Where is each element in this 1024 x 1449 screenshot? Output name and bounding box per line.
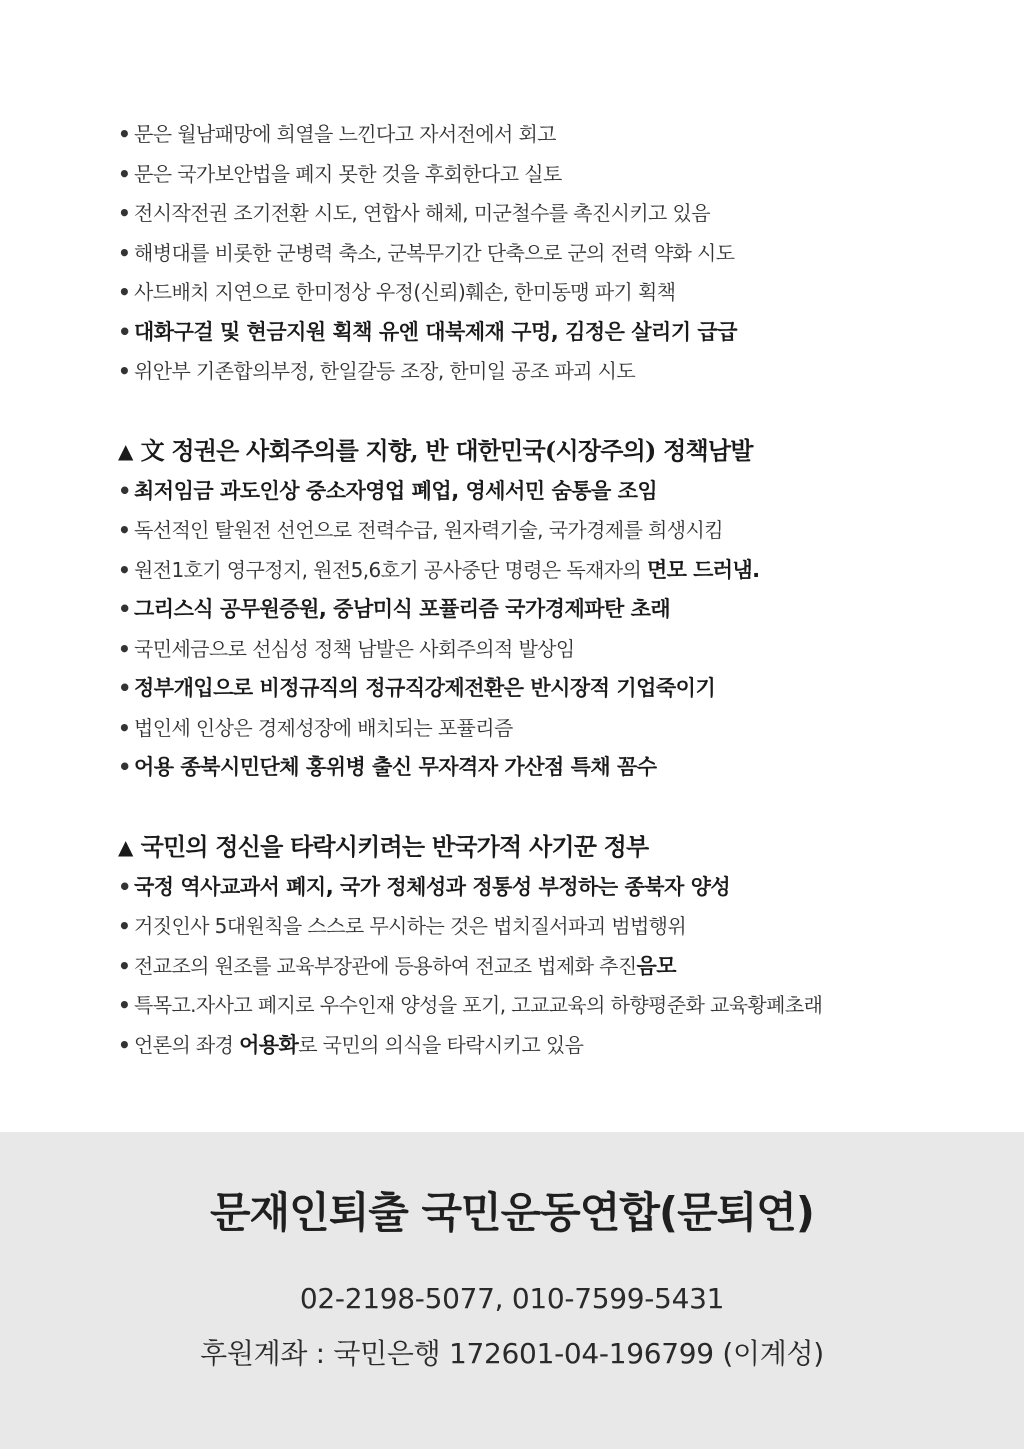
bullet-icon: •: [118, 478, 131, 503]
list-item: • 위안부 기존합의부정, 한일갈등 조장, 한미일 공조 파괴 시도: [118, 352, 998, 392]
bullet-icon: •: [118, 1032, 131, 1057]
section2-list: [118, 472, 998, 788]
bullet-icon: •: [118, 597, 131, 621]
emphasis-text: 음모: [636, 953, 676, 978]
list-item: • 사드배치 지연으로 한미정상 우정(신뢰)훼손, 한미동맹 파기 획책: [118, 273, 998, 313]
bullet-icon: •: [118, 755, 131, 779]
bullet-icon: •: [118, 914, 131, 938]
section2-heading: ▲ 文 정권은 사회주의를 지향, 반 대한민국(시장주의) 정책남발: [118, 435, 753, 465]
bullet-icon: •: [118, 319, 131, 344]
section3-list: [118, 868, 998, 1066]
section3-heading: ▲ 국민의 정신을 타락시키려는 반국가적 사기꾼 정부: [118, 831, 649, 861]
bullet-icon: •: [118, 201, 131, 225]
emphasis-text: 면모 드러냄.: [647, 557, 760, 582]
list-item: • 언론의 좌경 어용화로 국민의 의식을 타락시키고 있음: [118, 1026, 998, 1066]
bullet-icon: •: [118, 518, 131, 542]
document-body: [118, 115, 998, 1065]
bullet-icon: •: [118, 676, 131, 700]
bullet-icon: •: [118, 240, 131, 265]
list-item-emphasis: • 그리스식 공무원증원, 중남미식 포퓰리즘 국가경제파탄 초래: [118, 590, 998, 630]
list-item: • 거짓인사 5대원칙을 스스로 무시하는 것은 법치질서파괴 범법행위: [118, 907, 998, 947]
list-item: • 해병대를 비롯한 군병력 축소, 군복무기간 단축으로 군의 전력 약화 시도: [118, 234, 998, 274]
list-item: • 법인세 인상은 경제성장에 배치되는 포퓰리즘: [118, 709, 998, 749]
list-item: • 국민세금으로 선심성 정책 남발은 사회주의적 발상임: [118, 630, 998, 670]
donation-account: 후원계좌 : 국민은행 172601-04-196799 (이계성): [200, 1337, 824, 1370]
list-item: • 문은 월남패망에 희열을 느낀다고 자서전에서 회고: [118, 115, 998, 155]
list-item-emphasis: • 대화구걸 및 현금지원 획책 유엔 대북제재 구멍, 김정은 살리기 급급: [118, 313, 998, 353]
list-item: • 문은 국가보안법을 폐지 못한 것을 후회한다고 실토: [118, 155, 998, 195]
list-item: • 전시작전권 조기전환 시도, 연합사 해체, 미군철수를 촉진시키고 있음: [118, 194, 998, 234]
bullet-icon: •: [118, 122, 131, 146]
list-item: • 독선적인 탈원전 선언으로 전력수급, 원자력기술, 국가경제를 희생시킴: [118, 511, 998, 551]
bullet-icon: •: [118, 557, 131, 582]
organization-title: 문재인퇴출 국민운동연합(문퇴연): [209, 1188, 815, 1237]
bullet-icon: •: [118, 636, 131, 661]
list-item: • 전교조의 원조를 교육부장관에 등용하여 전교조 법제화 추진음모: [118, 947, 998, 987]
bullet-icon: •: [118, 953, 131, 978]
list-item-emphasis: • 정부개입으로 비정규직의 정규직강제전환은 반시장적 기업죽이기: [118, 669, 998, 709]
bullet-icon: •: [118, 993, 131, 1017]
list-item-emphasis: • 어용 종북시민단체 홍위병 출신 무자격자 가산점 특채 꼼수: [118, 748, 998, 788]
list-item: • 원전1호기 영구정지, 원전5,6호기 공사중단 명령은 독재자의 면모 드러냄.: [118, 551, 998, 591]
emphasis-text: 어용화: [239, 1032, 299, 1057]
triangle-icon: ▲: [118, 438, 133, 463]
bullet-icon: •: [118, 874, 131, 899]
footer-panel: [0, 1132, 1024, 1449]
section1-list: [118, 115, 998, 392]
bullet-icon: •: [118, 161, 131, 186]
contact-phone: 02-2198-5077, 010-7599-5431: [299, 1282, 725, 1315]
triangle-icon: ▲: [118, 834, 133, 859]
bullet-icon: •: [118, 715, 131, 740]
list-item-emphasis: • 최저임금 과도인상 중소자영업 폐업, 영세서민 숨통을 조임: [118, 472, 998, 512]
bullet-icon: •: [118, 359, 131, 383]
list-item: • 특목고.자사고 폐지로 우수인재 양성을 포기, 고교교육의 하향평준화 교육황폐초래: [118, 986, 998, 1026]
bullet-icon: •: [118, 280, 131, 304]
list-item-emphasis: • 국정 역사교과서 폐지, 국가 정체성과 정통성 부정하는 종북자 양성: [118, 868, 998, 908]
